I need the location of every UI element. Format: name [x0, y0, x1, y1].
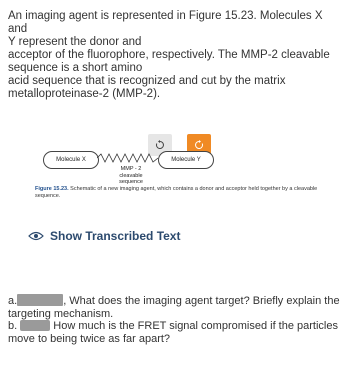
- figure-caption: [35, 186, 325, 200]
- sequence-label: MMP - 2 cleavable sequence: [119, 166, 143, 185]
- part-b-text: How much is the FRET signal compromised if the particles move to being twice as far apart?: [8, 320, 338, 345]
- caption-text: Schematic of a new imaging agent, which contains a donor and acceptor held together by a cleavable sequence.: [35, 186, 318, 199]
- eye-icon: [28, 231, 44, 241]
- part-a-text: , What does the imaging agent target? Briefly explain the targeting mechanism.: [8, 295, 340, 320]
- show-transcribed-label: Show Transcribed Text: [50, 229, 181, 243]
- molecule-y: Molecule Y: [158, 151, 214, 169]
- redacted-block: [17, 294, 63, 306]
- question-parts: [8, 294, 344, 345]
- caption-label: Figure 15.23.: [35, 186, 69, 192]
- part-a-prefix: a.: [8, 295, 18, 307]
- part-b-prefix: b.: [8, 320, 18, 332]
- cleavable-sequence-squiggle: [97, 152, 158, 164]
- redacted-block: [20, 320, 50, 331]
- molecule-x: Molecule X: [43, 151, 99, 169]
- question-text: An imaging agent is represented in Figure 15.23. Molecules X and Y represent the donor and acceptor of the fluorophore, respectively. The MMP-2 cleavable sequence is a short amino acid sequence that is recognized and cut by the matrix metalloproteinase-2 (MMP-2).: [8, 10, 330, 100]
- part-b: [8, 320, 344, 345]
- show-transcribed-button[interactable]: [28, 229, 180, 243]
- part-a: [8, 294, 344, 320]
